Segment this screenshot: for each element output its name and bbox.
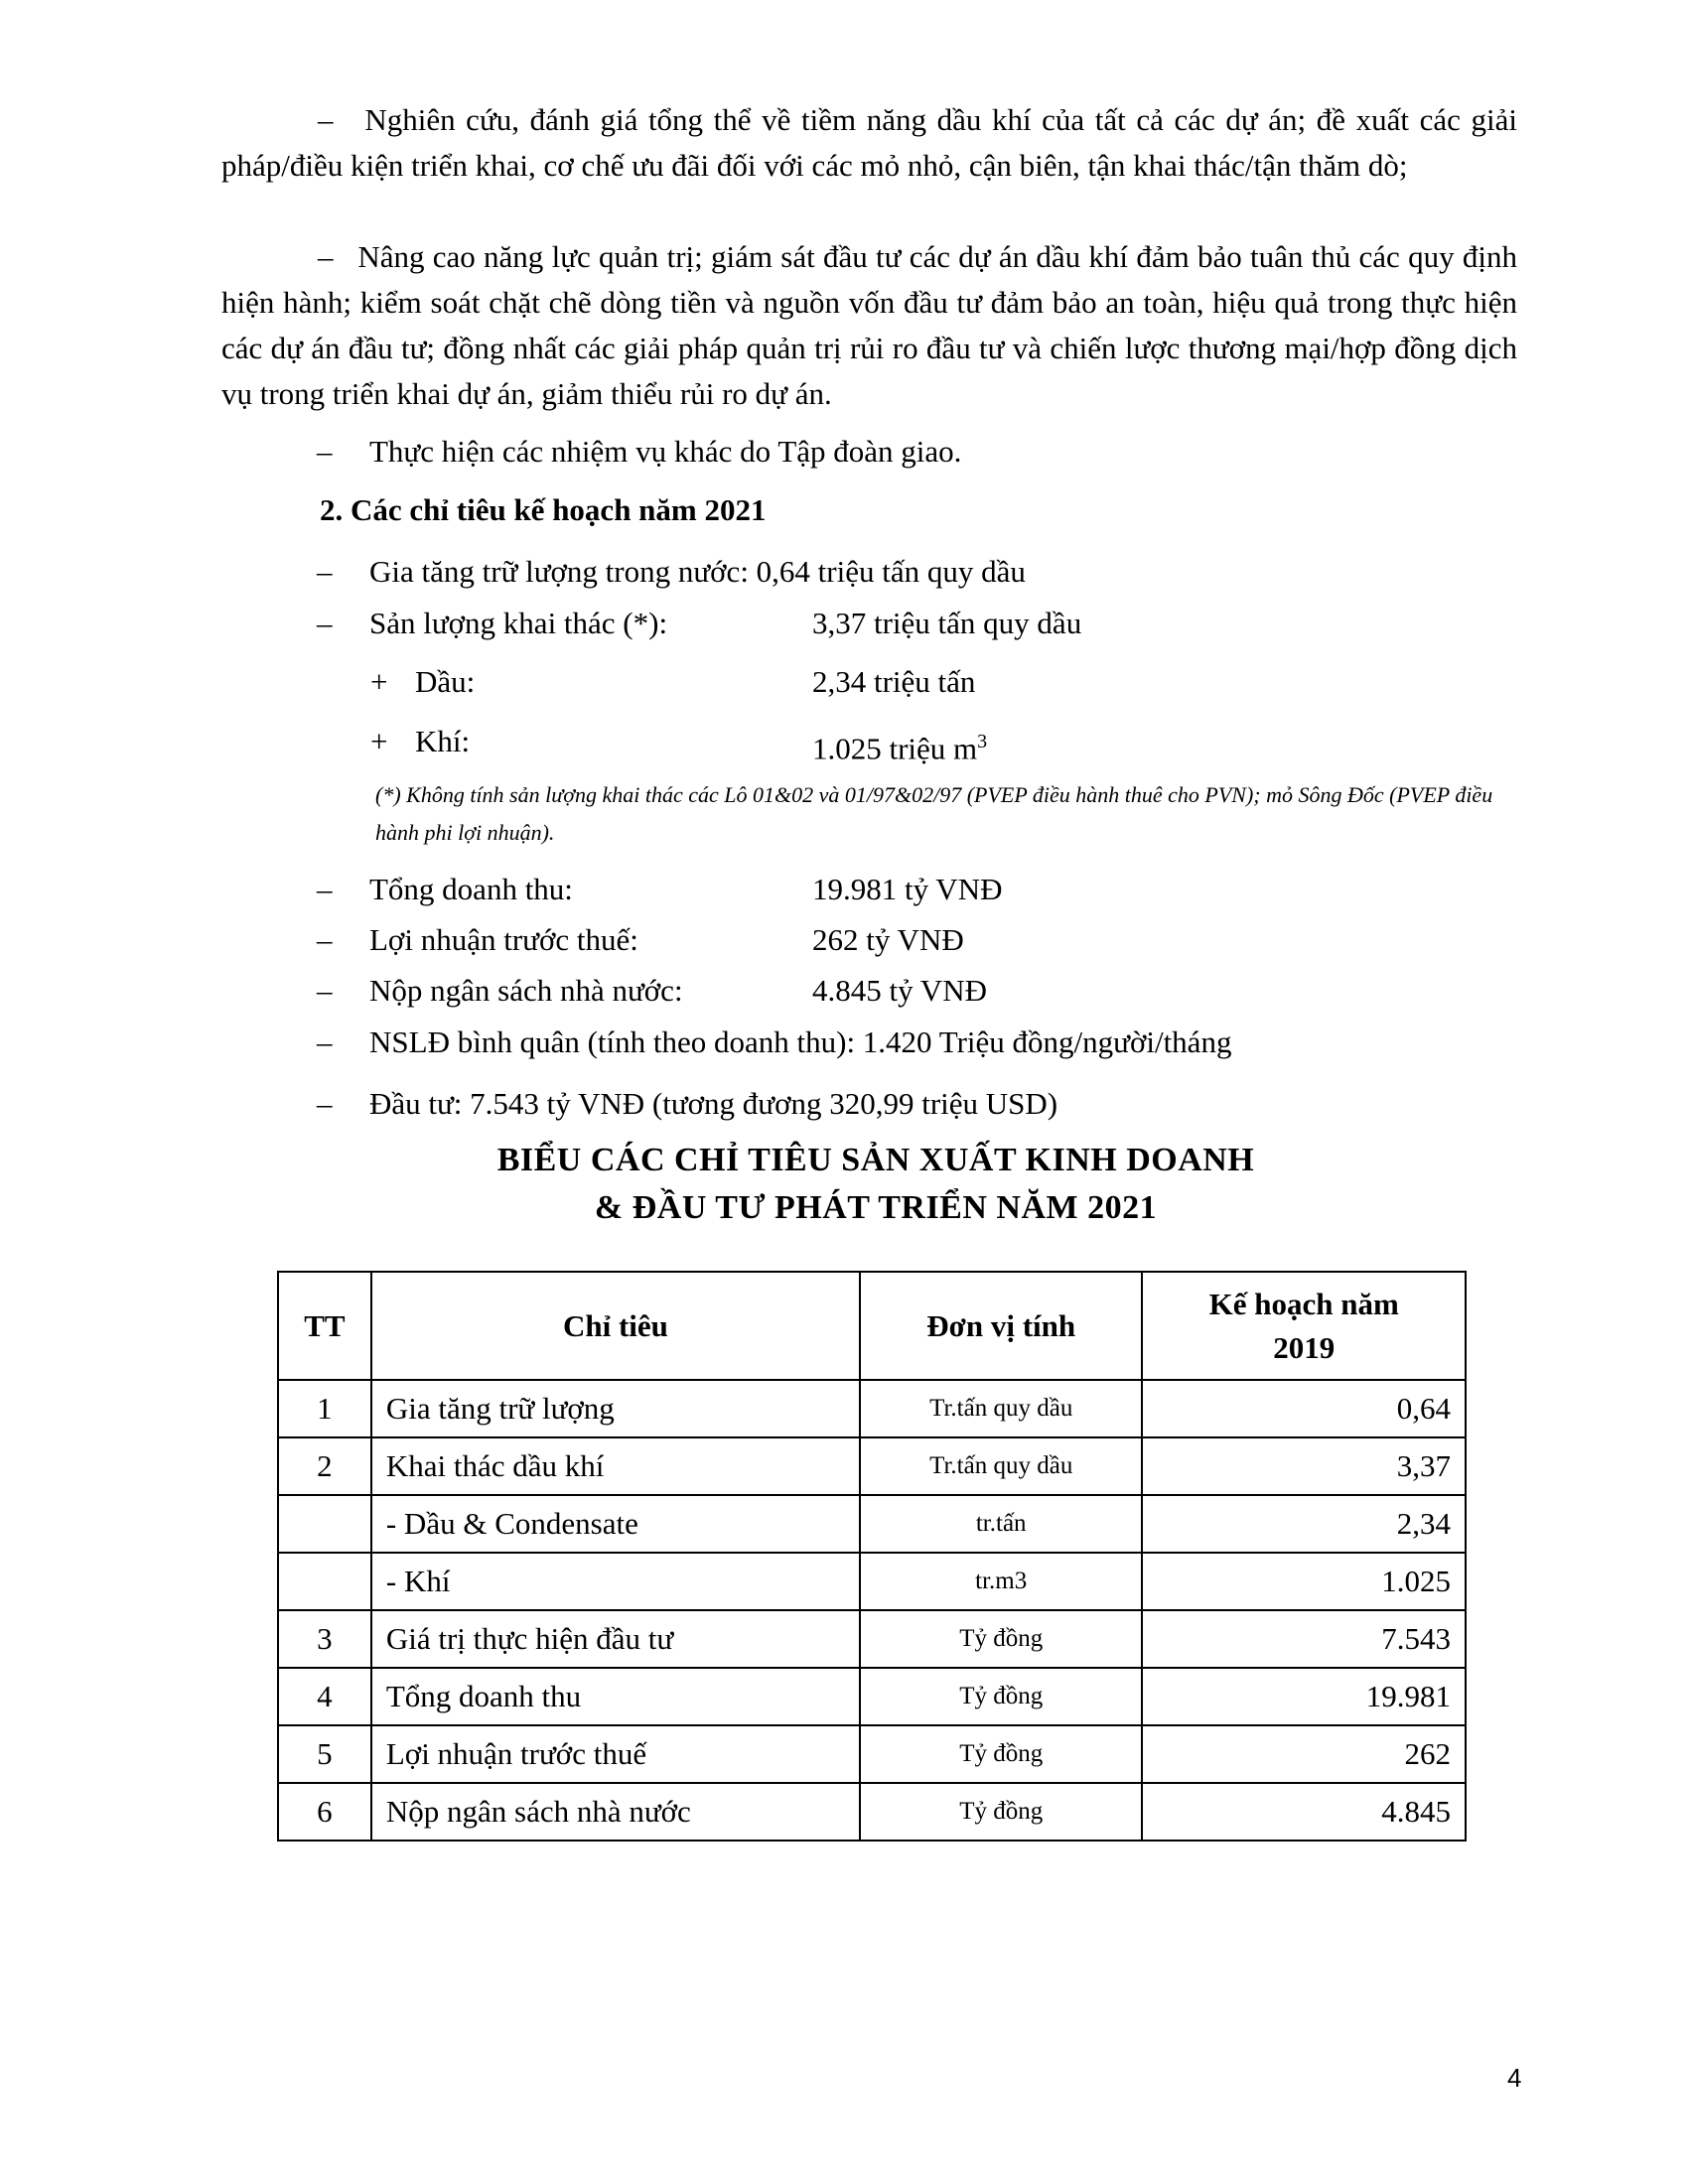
- target-profit-value: 262 tỷ VNĐ: [812, 922, 964, 957]
- dash-bullet: –: [317, 606, 333, 640]
- row-unit: Tr.tấn quy dầu: [860, 1380, 1142, 1437]
- paragraph-research-text: – Nghiên cứu, đánh giá tổng thể về tiềm năng dầu khí của tất cả các dự án; đề xuất các giải pháp/điều kiện triển khai, cơ chế ưu đãi đối với các mỏ nhỏ, cận biên, tận khai thác/tận thăm dò;: [221, 102, 1517, 183]
- dash-bullet: –: [317, 973, 333, 1008]
- row-value: 262: [1142, 1725, 1466, 1783]
- row-indicator: Nộp ngân sách nhà nước: [371, 1783, 860, 1841]
- dash-bullet: –: [317, 554, 333, 589]
- table-title-line1: BIỂU CÁC CHỈ TIÊU SẢN XUẤT KINH DOANH: [496, 1142, 1255, 1178]
- row-unit: tr.tấn: [860, 1495, 1142, 1553]
- dash-bullet: –: [317, 1024, 333, 1059]
- target-revenue-label: Tổng doanh thu:: [369, 872, 573, 906]
- header-tt: TT: [278, 1272, 371, 1380]
- row-value: 19.981: [1142, 1668, 1466, 1725]
- row-indicator: Tổng doanh thu: [371, 1668, 860, 1725]
- row-tt: 2: [278, 1437, 371, 1495]
- table-row: [278, 1553, 1466, 1610]
- targets-table: [277, 1271, 1467, 1842]
- header-indicator: Chỉ tiêu: [371, 1272, 860, 1380]
- output-footnote: (*) Không tính sản lượng khai thác các Lô 01&02 và 01/97&02/97 (PVEP điều hành thuê cho PVN); mỏ Sông Đốc (PVEP điều hành phi lợi nhuận).: [375, 782, 1493, 845]
- row-value: 7.543: [1142, 1610, 1466, 1668]
- target-oil-label: Dầu:: [415, 664, 476, 699]
- row-unit: tr.m3: [860, 1553, 1142, 1610]
- row-unit: Tỷ đồng: [860, 1668, 1142, 1725]
- row-indicator: Giá trị thực hiện đầu tư: [371, 1610, 860, 1668]
- table-title-line2: & ĐẦU TƯ PHÁT TRIỂN NĂM 2021: [594, 1189, 1158, 1226]
- paragraph-governance: [221, 234, 1517, 417]
- row-tt: 5: [278, 1725, 371, 1783]
- row-tt: [278, 1495, 371, 1553]
- table-row: [278, 1610, 1466, 1668]
- row-indicator: - Dầu & Condensate: [371, 1495, 860, 1553]
- row-indicator: Khai thác dầu khí: [371, 1437, 860, 1495]
- row-tt: 3: [278, 1610, 371, 1668]
- row-indicator: - Khí: [371, 1553, 860, 1610]
- gas-unit-superscript: 3: [977, 731, 988, 752]
- paragraph-research: [221, 97, 1517, 189]
- header-plan: Kế hoạch năm 2019: [1142, 1272, 1466, 1380]
- row-unit: Tỷ đồng: [860, 1783, 1142, 1841]
- row-tt: [278, 1553, 371, 1610]
- row-value: 1.025: [1142, 1553, 1466, 1610]
- row-unit: Tr.tấn quy dầu: [860, 1437, 1142, 1495]
- target-budget-label: Nộp ngân sách nhà nước:: [369, 973, 683, 1008]
- target-gas-value: [812, 722, 987, 768]
- target-investment-text: Đầu tư: 7.543 tỷ VNĐ (tương đương 320,99 triệu USD): [369, 1086, 1058, 1121]
- target-budget-value: 4.845 tỷ VNĐ: [812, 973, 987, 1008]
- row-value: 4.845: [1142, 1783, 1466, 1841]
- target-output-value: 3,37 triệu tấn quy dầu: [812, 606, 1082, 640]
- table-row: [278, 1668, 1466, 1725]
- table-header-row: [278, 1272, 1466, 1380]
- section-heading: 2. Các chỉ tiêu kế hoạch năm 2021: [320, 492, 767, 527]
- target-profit-label: Lợi nhuận trước thuế:: [369, 922, 638, 957]
- row-unit: Tỷ đồng: [860, 1610, 1142, 1668]
- table-row: [278, 1495, 1466, 1553]
- table-row: [278, 1725, 1466, 1783]
- target-reserve-text: Gia tăng trữ lượng trong nước: 0,64 triệu tấn quy dầu: [369, 554, 1026, 589]
- target-gas-label: Khí:: [415, 724, 471, 758]
- target-output-label: Sản lượng khai thác (*):: [369, 606, 668, 640]
- table-row: [278, 1437, 1466, 1495]
- table-row: [278, 1783, 1466, 1841]
- row-value: 0,64: [1142, 1380, 1466, 1437]
- header-unit: Đơn vị tính: [860, 1272, 1142, 1380]
- row-indicator: Gia tăng trữ lượng: [371, 1380, 860, 1437]
- row-unit: Tỷ đồng: [860, 1725, 1142, 1783]
- row-tt: 1: [278, 1380, 371, 1437]
- target-gas-value-text: 1.025 triệu m: [812, 731, 978, 766]
- page-number: 4: [1507, 2063, 1522, 2093]
- target-productivity-text: NSLĐ bình quân (tính theo doanh thu): 1.420 Triệu đồng/người/tháng: [369, 1024, 1232, 1059]
- row-tt: 4: [278, 1668, 371, 1725]
- task-item-text: Thực hiện các nhiệm vụ khác do Tập đoàn giao.: [369, 434, 962, 469]
- dash-bullet: –: [317, 872, 333, 906]
- row-value: 3,37: [1142, 1437, 1466, 1495]
- row-tt: 6: [278, 1783, 371, 1841]
- dash-bullet: –: [317, 434, 333, 469]
- paragraph-governance-text: – Nâng cao năng lực quản trị; giám sát đầu tư các dự án dầu khí đảm bảo tuân thủ các quy định hiện hành; kiểm soát chặt chẽ dòng tiền và nguồn vốn đầu tư đảm bảo an toàn, hiệu quả trong thực hiện các dự án đầu tư; đồng nhất các giải pháp quản trị rủi ro đầu tư và chiến lược thương mại/hợp đồng dịch vụ trong triển khai dự án, giảm thiểu rủi ro dự án.: [221, 239, 1517, 411]
- dash-bullet: –: [317, 1086, 333, 1121]
- dash-bullet: –: [317, 922, 333, 957]
- target-oil-value: 2,34 triệu tấn: [812, 664, 976, 699]
- row-indicator: Lợi nhuận trước thuế: [371, 1725, 860, 1783]
- row-value: 2,34: [1142, 1495, 1466, 1553]
- table-row: [278, 1380, 1466, 1437]
- plus-bullet: +: [370, 724, 388, 758]
- target-revenue-value: 19.981 tỷ VNĐ: [812, 872, 1003, 906]
- plus-bullet: +: [370, 664, 388, 699]
